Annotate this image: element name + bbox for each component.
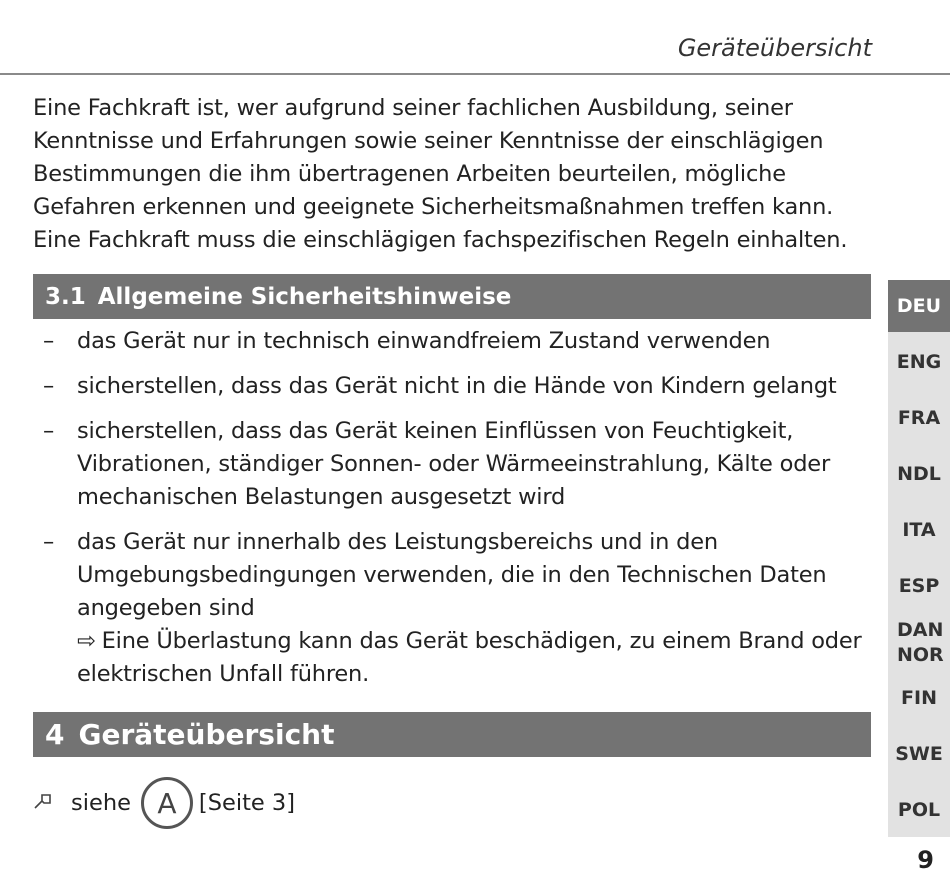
dash-icon: –: [43, 328, 55, 354]
language-tab-ita[interactable]: ITA: [902, 519, 936, 541]
warning-note: [77, 625, 873, 691]
safety-list: [33, 325, 873, 691]
figure-badge: A: [141, 777, 193, 829]
list-item-text: sicherstellen, dass das Gerät nicht in die Hände von Kindern gelangt: [77, 373, 837, 399]
section-number: 3.1: [45, 283, 86, 310]
intro-paragraph: Eine Fachkraft ist, wer aufgrund seiner fachlichen Ausbildung, seiner Kenntnisse und Erfahrungen sowie seiner Kenntnisse der einschlägigen Bestimmungen die ihm übertragenen Arbeiten beurteilen, mögliche Gefahren erkennen und geeignete Sicherheitsmaßnahmen treffen kann. Eine Fachkraft muss die einschlägigen fachspezifischen Regeln einhalten.: [33, 95, 848, 253]
section-title: Geräteübersicht: [78, 718, 335, 751]
dash-icon: –: [43, 373, 55, 399]
language-tab-deu[interactable]: DEU: [888, 280, 950, 332]
section-title: Allgemeine Sicherheitshinweise: [97, 283, 512, 310]
language-tab-esp[interactable]: ESP: [898, 575, 940, 597]
see-label: siehe: [71, 790, 131, 816]
list-item: [33, 325, 873, 358]
running-header: Geräteübersicht: [677, 34, 872, 62]
language-tab-fin[interactable]: FIN: [901, 687, 937, 709]
list-item: [33, 370, 873, 403]
list-item: [33, 415, 873, 514]
language-tab-dan-nor[interactable]: DAN NOR: [897, 619, 944, 666]
list-item-text: das Gerät nur innerhalb des Leistungsbereichs und in den Umgebungsbedingungen verwenden, die in den Technischen Daten angegeben sind: [77, 529, 827, 621]
section-heading-4: [33, 712, 871, 757]
language-tab-fra[interactable]: FRA: [897, 407, 941, 429]
page-content: [33, 92, 873, 829]
language-tab-swe[interactable]: SWE: [895, 743, 943, 765]
language-tab-pol[interactable]: POL: [897, 799, 941, 821]
section-number: 4: [45, 718, 65, 751]
list-item: [33, 526, 873, 691]
list-item-text: das Gerät nur in technisch einwandfreiem Zustand verwenden: [77, 328, 771, 354]
language-tab-ndl[interactable]: NDL: [897, 463, 941, 485]
note-text: Eine Überlastung kann das Gerät beschädigen, zu einem Brand oder elektrischen Unfall führen.: [77, 628, 862, 687]
section-heading-3-1: [33, 274, 871, 319]
list-item-text: sicherstellen, dass das Gerät keinen Einflüssen von Feuchtigkeit, Vibrationen, ständiger Sonnen- oder Wärmeeinstrahlung, Kälte oder mechanischen Belastungen ausgesetzt wird: [77, 418, 830, 510]
figure-reference: [33, 777, 873, 829]
language-tab-strip: [888, 280, 950, 837]
arrow-right-icon: ⇨: [77, 628, 96, 654]
pointing-hand-icon: [33, 791, 55, 816]
header-rule: [0, 73, 950, 75]
dash-icon: –: [43, 418, 55, 444]
dash-icon: –: [43, 529, 55, 555]
page-number: 9: [917, 846, 934, 874]
page-reference[interactable]: [Seite 3]: [198, 790, 295, 816]
language-tab-eng[interactable]: ENG: [896, 351, 942, 373]
